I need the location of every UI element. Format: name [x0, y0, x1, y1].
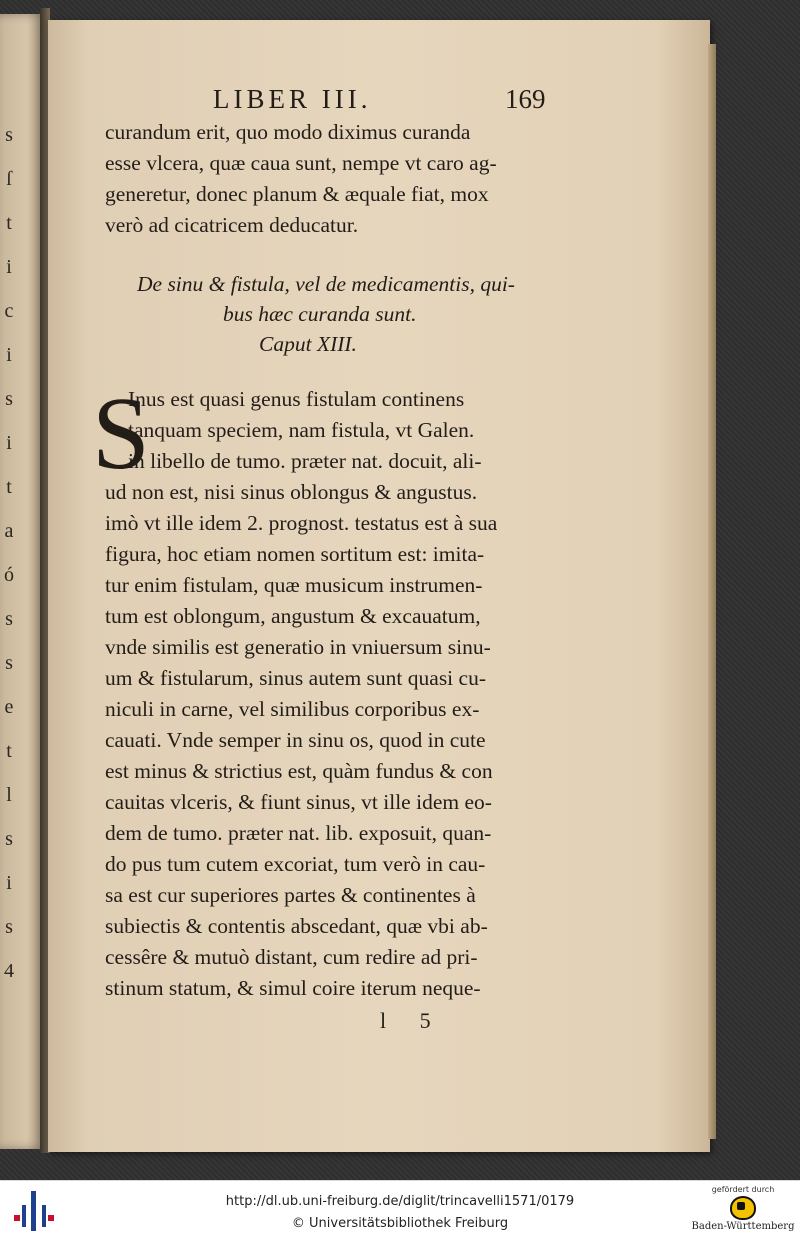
permalink-url[interactable]: http://dl.ub.uni-freiburg.de/diglit/trincavelli1571/0179	[225, 1194, 575, 1209]
body-line: est minus & strictius est, quàm fundus & con	[105, 759, 493, 783]
previous-page-fragment: s	[5, 124, 13, 146]
sponsor-caption: gefördert durch	[711, 1185, 775, 1194]
body-line: figura, hoc etiam nomen sortitum est: imita-	[105, 542, 485, 566]
viewer-footer	[0, 1180, 800, 1239]
body-line: imò vt ille idem 2. prognost. testatus est à sua	[105, 511, 498, 535]
previous-page-fragment: 4	[4, 960, 14, 982]
previous-page-fragment: i	[6, 256, 12, 278]
opening-line: verò ad cicatricem deducatur.	[105, 213, 359, 237]
page-edge	[708, 44, 716, 1139]
previous-page-fragment: i	[6, 432, 12, 454]
drop-capital: S	[92, 376, 150, 491]
body-line: Inus est quasi genus fistulam continens	[128, 387, 465, 411]
body-line: tum est oblongum, angustum & excauatum,	[105, 604, 481, 628]
previous-page-fragment: i	[6, 872, 12, 894]
sponsor-name: Baden-Württemberg	[691, 1221, 795, 1232]
body-line: ud non est, nisi sinus oblongus & angustus.	[105, 480, 478, 504]
body-line: do pus tum cutem excoriat, tum verò in cau-	[105, 852, 486, 876]
previous-page-fragment: s	[5, 828, 13, 850]
opening-line: curandum erit, quo modo diximus curanda	[105, 120, 471, 144]
opening-line: generetur, donec planum & æquale fiat, mox	[105, 182, 489, 206]
chapter-heading-line: De sinu & fistula, vel de medicamentis, qui-	[137, 272, 515, 296]
previous-page-edge	[0, 14, 44, 1149]
previous-page-fragment: a	[4, 520, 14, 542]
body-line: subiectis & contentis abscedant, quæ vbi ab-	[105, 914, 488, 938]
body-line: niculi in carne, vel similibus corporibus ex-	[105, 697, 480, 721]
body-line: vnde similis est generatio in vniuersum sinu-	[105, 635, 491, 659]
previous-page-fragment: t	[6, 212, 12, 234]
body-line: dem de tumo. præter nat. lib. exposuit, quan-	[105, 821, 492, 845]
previous-page-fragment: s	[5, 916, 13, 938]
chapter-heading-line: bus hæc curanda sunt.	[223, 302, 417, 326]
chapter-number: Caput XIII.	[259, 332, 357, 356]
copyright-notice: © Universitätsbibliothek Freiburg	[291, 1216, 509, 1231]
body-line: cauati. Vnde semper in sinu os, quod in cute	[105, 728, 486, 752]
body-line: stinum statum, & simul coire iterum neque-	[105, 976, 481, 1000]
body-line: um & fistularum, sinus autem sunt quasi cu-	[105, 666, 486, 690]
state-crest-icon	[730, 1196, 756, 1220]
body-line: tanquam speciem, nam fistula, vt Galen.	[128, 418, 475, 442]
body-line: sa est cur superiores partes & continentes à	[105, 883, 476, 907]
sponsor-block[interactable]	[690, 1185, 796, 1232]
folio-number: 169	[505, 84, 546, 114]
opening-line: esse vlcera, quæ caua sunt, nempe vt caro ag-	[105, 151, 497, 175]
previous-page-fragment: s	[5, 608, 13, 630]
previous-page-fragment: s	[5, 388, 13, 410]
previous-page-fragment: l	[6, 784, 12, 806]
previous-page-fragment: i	[6, 344, 12, 366]
body-line: tur enim fistulam, quæ musicum instrumen-	[105, 573, 483, 597]
signature-mark: l 5	[380, 1008, 445, 1033]
body-line: in libello de tumo. præter nat. docuit, ali-	[128, 449, 482, 473]
previous-page-fragment: t	[6, 740, 12, 762]
previous-page-fragment: c	[4, 300, 14, 322]
body-line: cauitas vlceris, & fiunt sinus, vt ille idem eo-	[105, 790, 492, 814]
previous-page-fragment: s	[5, 652, 13, 674]
previous-page-fragment: ó	[4, 564, 14, 586]
previous-page-fragment: t	[6, 476, 12, 498]
running-head: LIBER III.	[213, 84, 372, 114]
previous-page-fragment: ſ	[6, 168, 12, 190]
previous-page-fragment: e	[4, 696, 14, 718]
body-line: cessêre & mutuò distant, cum redire ad pri-	[105, 945, 478, 969]
